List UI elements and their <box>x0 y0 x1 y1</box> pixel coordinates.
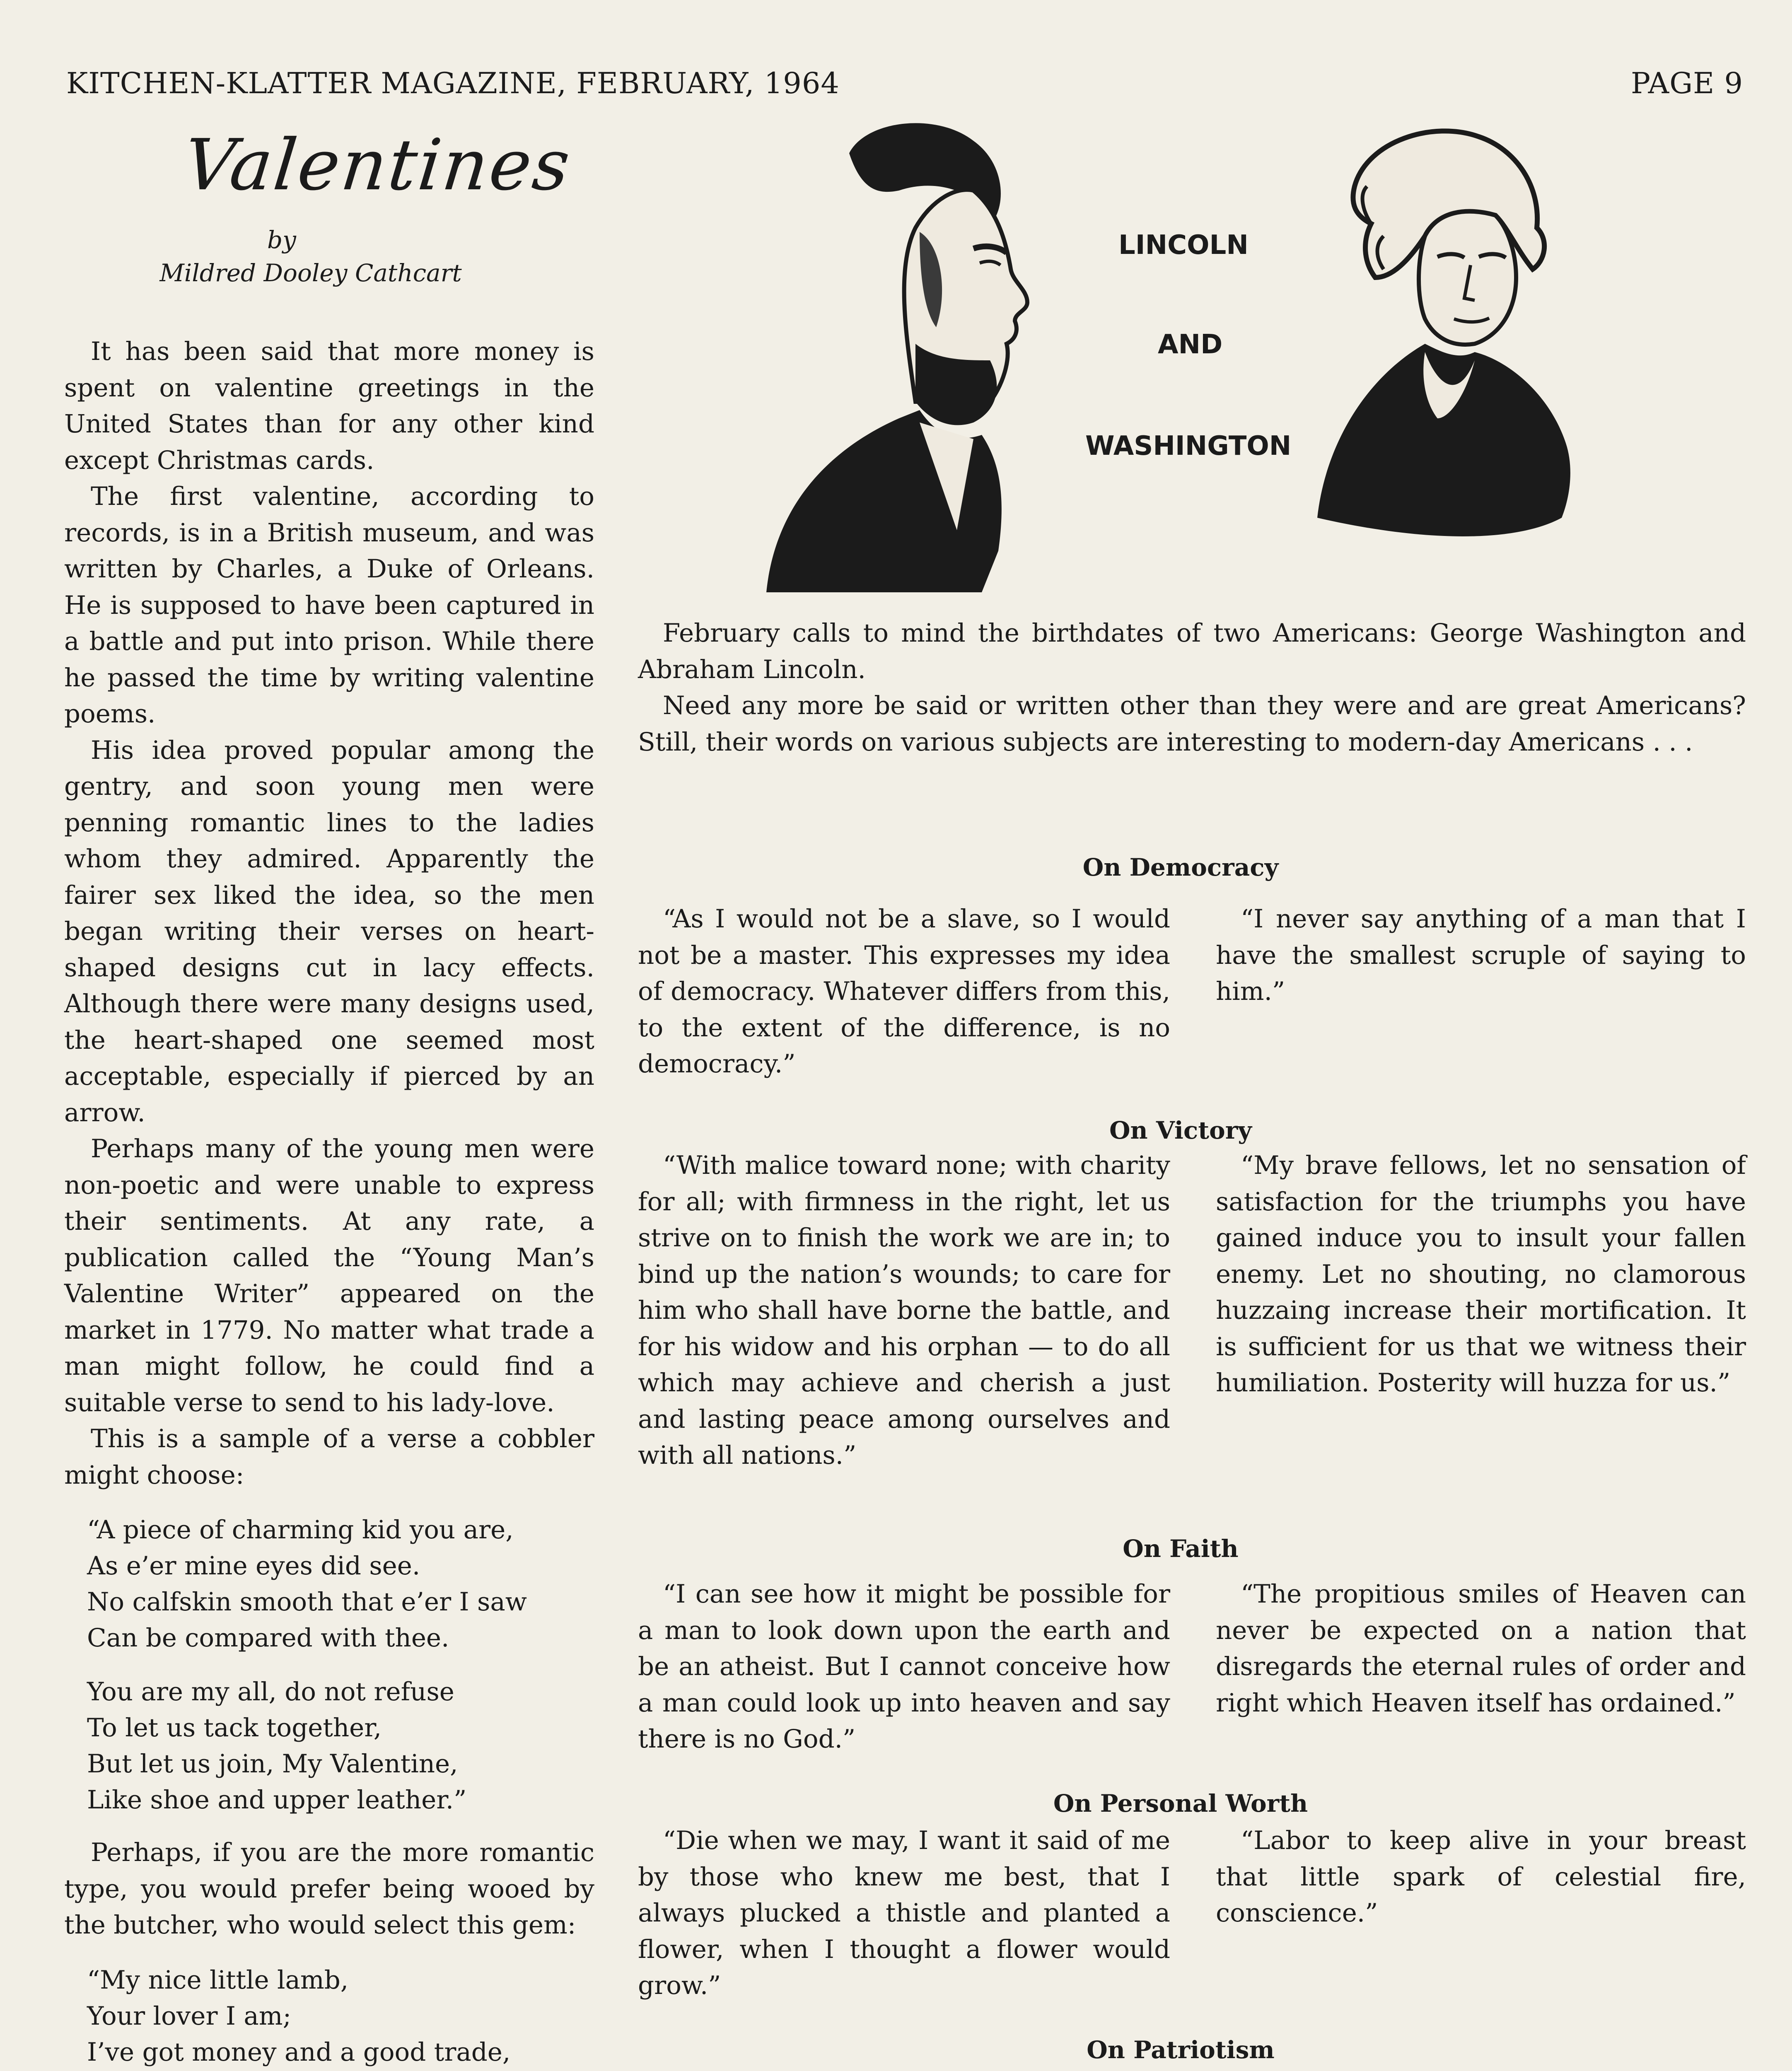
lincoln-portrait <box>741 95 1073 613</box>
verse-line: I’ve got money and a good trade, <box>87 2037 511 2067</box>
quote-text: “I can see how it might be possible for a man to look down upon the earth and be an atheist. But I cannot conceive how a man could look up into heaven and say there is no God.” <box>638 1579 1170 1754</box>
intro-paragraph: Need any more be said or written other than they were and are great Americans? Still, their words on various subjects are interesting to modern-day Americans . . . <box>638 691 1746 757</box>
washington-portrait <box>1301 104 1599 559</box>
topic-victory: On Victory <box>1109 1116 1252 1144</box>
quote-lincoln-victory <box>638 1147 1170 1474</box>
quote-lincoln-faith <box>638 1576 1170 1757</box>
quote-text: “Die when we may, I want it said of me by those who knew me best, that I always plucked a thistle and planted a flower, when I thought a flower would grow.” <box>638 1826 1170 2000</box>
article-paragraph: His idea proved popular among the gentry, and soon young men were penning romantic lines to the ladies whom they admired. Apparently the fairer sex liked the idea, so the men began writing their verses on heart-shaped designs cut in lacy effects. Although there were many designs used, the heart-shaped one seemed most acceptable, especially if pierced by an arrow. <box>64 735 594 1127</box>
quote-washington-worth <box>1216 1822 1746 1931</box>
article-paragraph: The first valentine, according to records, is in a British museum, and was written by Charles, a Duke of Orleans. He is supposed to have been captured in a battle and put into prison. While there he passed the time by writing valentine poems. <box>64 482 594 729</box>
article-title: Valentines <box>180 124 575 206</box>
verse-line: “A piece of charming kid you are, <box>87 1515 514 1545</box>
verse-line: Your lover I am; <box>87 2001 292 2031</box>
label-lincoln: LINCOLN <box>1118 230 1249 261</box>
page-number: PAGE 9 <box>1630 66 1743 100</box>
quote-lincoln-worth <box>638 1822 1170 2004</box>
feature-intro <box>638 615 1746 760</box>
verse-line: To let us tack together, <box>87 1713 382 1743</box>
article-column-left <box>64 333 594 2071</box>
quote-lincoln-democracy <box>638 901 1170 1082</box>
quote-text: “My brave fellows, let no sensation of satisfaction for the triumphs you have gained induce you to insult your fallen enemy. Let no shouting, no clamorous huzzaing increase their mortification. It is sufficient for us that we witness their humiliation. Posterity will huzza for us.” <box>1216 1151 1746 1398</box>
verse-line: As e’er mine eyes did see. <box>87 1551 420 1581</box>
verse-line: You are my all, do not refuse <box>87 1677 454 1707</box>
topic-democracy: On Democracy <box>1082 853 1279 881</box>
quote-text: “I never say anything of a man that I have the smallest scruple of saying to him.” <box>1216 904 1746 1006</box>
quote-text: “With malice toward none; with charity for all; with firmness in the right, let us strive on to finish the work we are in; to bind up the nation’s wounds; to care for him who shall have borne the battle, and for his widow and his orphan — to do all which may achieve and cherish a just and lasting peace among ourselves and with all nations.” <box>638 1151 1170 1470</box>
verse-line: Like shoe and upper leather.” <box>87 1785 467 1815</box>
byline-author: Mildred Dooley Cathcart <box>159 259 462 287</box>
article-paragraph: Perhaps, if you are the more romantic type, you would prefer being wooed by the butcher, who would select this gem: <box>64 1838 594 1940</box>
article-paragraph: This is a sample of a verse a cobbler might choose: <box>64 1424 594 1490</box>
quote-washington-victory <box>1216 1147 1746 1401</box>
quote-washington-faith <box>1216 1576 1746 1721</box>
article-paragraph: It has been said that more money is spent on valentine greetings in the United States than for any other kind except Christmas cards. <box>64 337 594 475</box>
verse-line: Can be compared with thee. <box>87 1623 449 1653</box>
topic-faith: On Faith <box>1123 1535 1239 1563</box>
butcher-verse <box>87 1962 594 2071</box>
article-paragraph: Perhaps many of the young men were non-poetic and were unable to express their sentiments. At any rate, a publication called the “Young Man’s Valentine Writer” appeared on the market in 1779. No matter what trade a man might follow, he could find a suitable verse to send to his lady-love. <box>64 1134 594 1417</box>
label-washington: WASHINGTON <box>1085 431 1292 461</box>
verse-line: No calfskin smooth that e’er I saw <box>87 1587 527 1617</box>
verse-line: “My nice little lamb, <box>87 1965 349 1995</box>
quote-text: “Labor to keep alive in your breast that little spark of celestial fire, conscience.” <box>1216 1826 1746 1928</box>
quote-text: “The propitious smiles of Heaven can never be expected on a nation that disregards the eternal rules of order and right which Heaven itself has ordained.” <box>1216 1579 1746 1718</box>
quote-text: “As I would not be a slave, so I would not be a master. This expresses my idea of democracy. Whatever differs from this, to the extent of the difference, is no democracy.” <box>638 904 1170 1079</box>
quote-washington-democracy <box>1216 901 1746 1010</box>
verse-line: But let us join, My Valentine, <box>87 1749 458 1779</box>
cobbler-verse <box>87 1512 594 1818</box>
topic-patriotism: On Patriotism <box>1087 2036 1275 2064</box>
label-and: AND <box>1158 329 1223 360</box>
intro-paragraph: February calls to mind the birthdates of two Americans: George Washington and Abraham Lincoln. <box>638 618 1746 684</box>
topic-personal-worth: On Personal Worth <box>1053 1789 1308 1818</box>
byline-by: by <box>267 226 296 254</box>
masthead: KITCHEN-KLATTER MAGAZINE, FEBRUARY, 1964 <box>66 66 840 100</box>
